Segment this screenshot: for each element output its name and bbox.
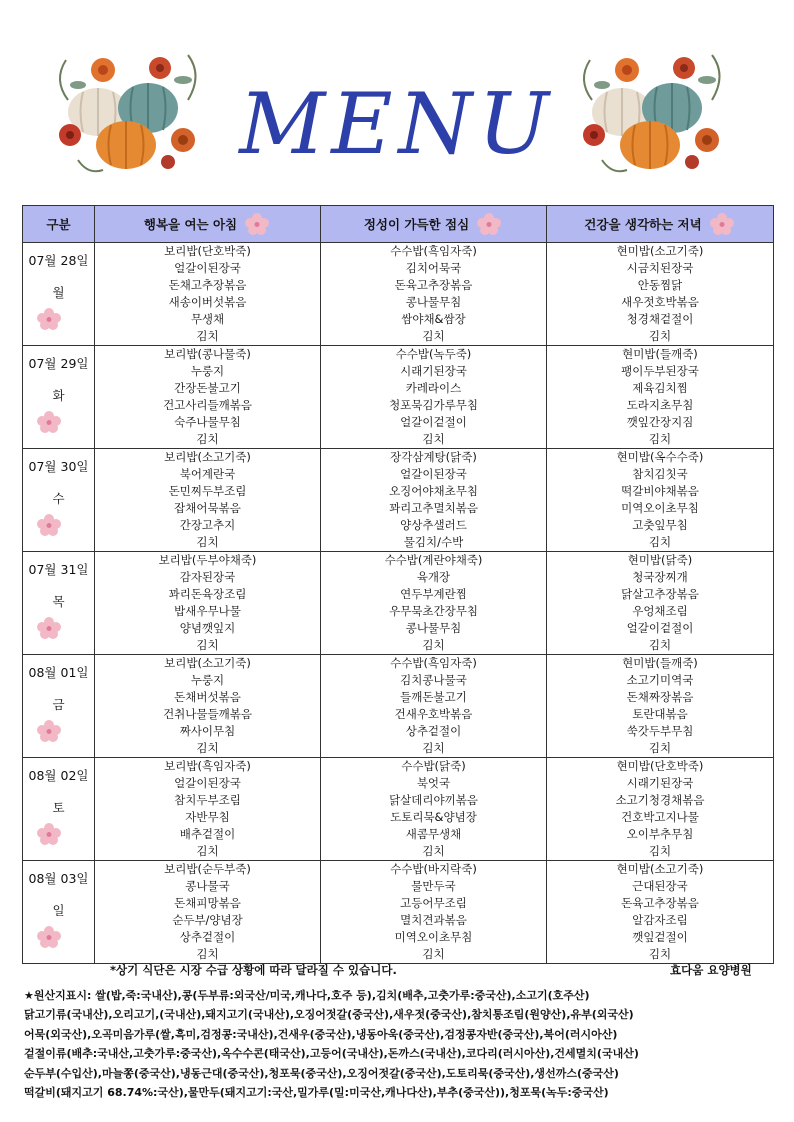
lunch-cell xyxy=(321,552,547,655)
day-cell xyxy=(23,449,95,552)
menu-item: 북어계란국 xyxy=(179,467,236,481)
day-date: 07월 31일 xyxy=(28,562,89,577)
menu-item: 현미밥(닭죽) xyxy=(627,553,693,567)
table-header-row xyxy=(23,206,774,243)
menu-item: 김치 xyxy=(648,947,672,961)
page-header xyxy=(0,0,794,200)
origin-info xyxy=(24,986,774,1102)
menu-item: 보리밥(콩나물죽) xyxy=(164,347,251,361)
menu-item: 제육김치찜 xyxy=(632,381,688,395)
menu-body xyxy=(23,243,774,964)
day-date: 08월 01일 xyxy=(28,665,89,680)
menu-item: 밥새우무나물 xyxy=(174,604,241,618)
header-dinner-label: 건강을 생각하는 저녁 xyxy=(584,217,702,232)
table-row xyxy=(23,243,774,346)
menu-item: 돈채피망볶음 xyxy=(174,896,241,910)
menu-item: 고등어무조림 xyxy=(400,896,467,910)
menu-item: 꽈리돈육장조림 xyxy=(168,587,247,601)
menu-item: 시금치된장국 xyxy=(626,261,694,275)
menu-item: 김치 xyxy=(196,741,219,755)
menu-item: 무생채 xyxy=(190,312,225,326)
dinner-cell xyxy=(547,861,774,964)
menu-item: 김치 xyxy=(196,638,219,652)
dinner-cell xyxy=(547,243,774,346)
page-title: MENU xyxy=(239,75,555,173)
menu-item: 김치 xyxy=(648,741,672,755)
menu-item: 김치 xyxy=(196,535,219,549)
menu-item: 김치어묵국 xyxy=(405,261,462,275)
cherry-blossom-icon xyxy=(243,212,271,236)
menu-item: 현미밥(들깨죽) xyxy=(622,656,698,670)
menu-item: 양념깻잎지 xyxy=(179,621,236,635)
origin-line: 어묵(외국산),오곡미음가루(쌀,흑미,검정콩:국내산),건새우(중국산),냉동아욱(중국산),검정콩자반(중국산),북어(러시아산) xyxy=(24,1027,618,1041)
day-of-week: 월 xyxy=(52,285,65,300)
menu-item: 보리밥(두부야채죽) xyxy=(158,553,257,567)
breakfast-cell xyxy=(95,861,321,964)
breakfast-cell xyxy=(95,758,321,861)
lunch-cell xyxy=(321,243,547,346)
menu-table xyxy=(22,205,774,964)
menu-item: 물만두국 xyxy=(411,879,456,893)
menu-item: 현미밥(단호박죽) xyxy=(616,759,704,773)
menu-item: 누룽지 xyxy=(190,364,225,378)
menu-item: 안동찜닭 xyxy=(637,278,683,292)
day-cell xyxy=(23,655,95,758)
menu-item: 건새우호박볶음 xyxy=(394,707,473,721)
menu-item: 간장돈불고기 xyxy=(174,381,241,395)
table-row xyxy=(23,346,774,449)
menu-item: 숙주나물무침 xyxy=(174,415,241,429)
menu-item: 김치 xyxy=(648,329,672,343)
day-cell xyxy=(23,861,95,964)
menu-item: 얼갈이겉절이 xyxy=(626,621,694,635)
menu-item: 오이부추무침 xyxy=(626,827,694,841)
menu-item: 현미밥(옥수수죽) xyxy=(616,450,704,464)
dinner-cell xyxy=(547,655,774,758)
menu-item: 새우젓호박볶음 xyxy=(621,295,699,309)
menu-item: 건호박고지나물 xyxy=(621,810,699,824)
dinner-cell xyxy=(547,449,774,552)
lunch-cell xyxy=(321,758,547,861)
blossom-decoration xyxy=(36,925,62,952)
pumpkin-bouquet-icon xyxy=(572,40,732,180)
breakfast-cell xyxy=(95,243,321,346)
day-cell xyxy=(23,346,95,449)
header-breakfast-label: 행복을 여는 아침 xyxy=(143,217,238,232)
menu-item: 쌈야채&쌈장 xyxy=(401,312,466,326)
menu-item: 김치 xyxy=(422,432,445,446)
menu-item: 돈채짜장볶음 xyxy=(626,690,694,704)
menu-item: 김치 xyxy=(196,432,219,446)
menu-item: 떡갈비야채볶음 xyxy=(621,484,699,498)
pumpkin-bouquet-icon xyxy=(48,40,208,180)
menu-item: 우무묵초간장무침 xyxy=(389,604,478,618)
menu-item: 김치 xyxy=(196,947,219,961)
header-breakfast xyxy=(95,206,321,243)
day-of-week: 금 xyxy=(52,697,65,712)
menu-item: 보리밥(순두부죽) xyxy=(164,862,251,876)
menu-item: 깻잎간장지짐 xyxy=(626,415,694,429)
table-row xyxy=(23,552,774,655)
origin-line: 겉절이류(배추:국내산,고춧가루:중국산),옥수수콘(태국산),고등어(국내산),돈까스(국내산),코다리(러시아산),건세멸치(국내산) xyxy=(24,1047,639,1061)
cherry-blossom-icon xyxy=(708,212,736,236)
menu-item: 육개장 xyxy=(416,570,451,584)
lunch-cell xyxy=(321,655,547,758)
menu-item: 돈민찌두부조림 xyxy=(168,484,247,498)
dinner-cell xyxy=(547,346,774,449)
menu-item: 양상추샐러드 xyxy=(400,518,467,532)
menu-item: 알감자조림 xyxy=(632,913,688,927)
menu-item: 보리밥(소고기죽) xyxy=(164,656,251,670)
menu-item: 소고기미역국 xyxy=(626,673,694,687)
lunch-cell xyxy=(321,861,547,964)
menu-item: 상추겉절이 xyxy=(405,724,462,738)
table-row xyxy=(23,655,774,758)
menu-item: 청경채겉절이 xyxy=(626,312,694,326)
market-note: *상기 식단은 시장 수급 상황에 따라 달라질 수 있습니다. xyxy=(110,963,397,977)
day-date: 08월 03일 xyxy=(28,871,89,886)
menu-item: 배추겉절이 xyxy=(179,827,236,841)
dinner-cell xyxy=(547,758,774,861)
cherry-blossom-icon xyxy=(36,822,62,846)
menu-item: 수수밥(계란야채죽) xyxy=(384,553,483,567)
menu-item: 얼갈이된장국 xyxy=(174,776,241,790)
menu-item: 콩나물국 xyxy=(185,879,230,893)
menu-item: 돈채고추장볶음 xyxy=(168,278,247,292)
day-of-week: 목 xyxy=(52,594,65,609)
hospital-name: 효다움 요양병원 xyxy=(670,963,752,977)
menu-item: 도라지초무침 xyxy=(626,398,694,412)
menu-item: 새송이버섯볶음 xyxy=(168,295,247,309)
origin-line: 떡갈비(돼지고기 68.74%:국산),물만두(돼지고기:국산,밀가루(밀:미국산,캐나다산),부추(중국산)),청포묵(녹두:중국산) xyxy=(24,1086,609,1100)
header-dinner xyxy=(547,206,774,243)
menu-item: 근대된장국 xyxy=(632,879,688,893)
menu-item: 꽈리고추멸치볶음 xyxy=(389,501,478,515)
blossom-decoration xyxy=(36,822,62,849)
menu-item: 닭살데리야끼볶음 xyxy=(389,793,478,807)
menu-item: 깻잎겉절이 xyxy=(632,930,688,944)
cherry-blossom-icon xyxy=(36,925,62,949)
day-date: 07월 28일 xyxy=(28,253,89,268)
menu-item: 김치 xyxy=(422,844,445,858)
menu-item: 순두부/양념장 xyxy=(172,913,243,927)
day-date: 08월 02일 xyxy=(28,768,89,783)
menu-item: 김치콩나물국 xyxy=(400,673,467,687)
day-of-week: 화 xyxy=(52,388,65,403)
menu-item: 얼갈이된장국 xyxy=(174,261,241,275)
menu-item: 돈채버섯볶음 xyxy=(174,690,241,704)
menu-item: 김치 xyxy=(648,535,672,549)
menu-item: 현미밥(들깨죽) xyxy=(622,347,698,361)
menu-item: 누룽지 xyxy=(190,673,225,687)
blossom-decoration xyxy=(36,307,62,334)
menu-item: 시래기된장국 xyxy=(400,364,467,378)
menu-item: 건고사리들깨볶음 xyxy=(163,398,252,412)
menu-item: 감자된장국 xyxy=(179,570,236,584)
menu-item: 돈육고추장볶음 xyxy=(394,278,473,292)
day-cell xyxy=(23,758,95,861)
menu-item: 닭살고추장볶음 xyxy=(621,587,699,601)
menu-item: 수수밥(녹두죽) xyxy=(395,347,472,361)
menu-item: 보리밥(소고기죽) xyxy=(164,450,251,464)
menu-item: 김치 xyxy=(196,844,219,858)
breakfast-cell xyxy=(95,552,321,655)
cherry-blossom-icon xyxy=(36,513,62,537)
day-of-week: 토 xyxy=(52,800,65,815)
menu-item: 상추겉절이 xyxy=(179,930,236,944)
menu-item: 콩나물무침 xyxy=(405,621,462,635)
menu-item: 우엉채조림 xyxy=(632,604,688,618)
origin-line: 닭고기류(국내산),오리고기,(국내산),돼지고기(국내산),오징어젓갈(중국산),새우젓(중국산),참치통조림(원양산),유부(외국산) xyxy=(24,1008,634,1022)
menu-item: 김치 xyxy=(422,329,445,343)
menu-item: 얼갈이겉절이 xyxy=(400,415,467,429)
menu-item: 장각삼계탕(닭죽) xyxy=(390,450,477,464)
menu-item: 쑥갓두부무침 xyxy=(626,724,694,738)
menu-item: 들깨돈불고기 xyxy=(400,690,467,704)
menu-item: 짜사이무침 xyxy=(179,724,236,738)
menu-item: 팽이두부된장국 xyxy=(621,364,699,378)
blossom-decoration xyxy=(36,719,62,746)
table-row xyxy=(23,861,774,964)
menu-item: 자반무침 xyxy=(185,810,230,824)
origin-line: 순두부(수입산),마늘쫑(중국산),냉동근대(중국산),청포묵(중국산),오징어젓갈(중국산),도토리묵(중국산),생선까스(중국산) xyxy=(24,1066,619,1080)
day-cell xyxy=(23,243,95,346)
lunch-cell xyxy=(321,346,547,449)
menu-item: 현미밥(소고기죽) xyxy=(616,244,704,258)
cherry-blossom-icon xyxy=(36,307,62,331)
day-of-week: 일 xyxy=(52,903,65,918)
menu-item: 콩나물무침 xyxy=(405,295,462,309)
menu-item: 소고기청경채볶음 xyxy=(615,793,705,807)
menu-item: 김치 xyxy=(196,329,219,343)
menu-item: 카레라이스 xyxy=(405,381,462,395)
menu-item: 고춧잎무침 xyxy=(632,518,688,532)
blossom-decoration xyxy=(36,410,62,437)
header-lunch-label: 정성이 가득한 점심 xyxy=(363,217,470,232)
menu-item: 시래기된장국 xyxy=(626,776,694,790)
origin-line: ★원산지표시: 쌀(밥,죽:국내산),콩(두부류:외국산/미국,캐나다,호주 등),김치(배추,고춧가루:중국산),소고기(호주산) xyxy=(24,989,590,1002)
menu-item: 김치 xyxy=(648,432,672,446)
menu-item: 김치 xyxy=(422,947,445,961)
menu-item: 미역오이초무침 xyxy=(394,930,473,944)
menu-item: 청포묵김가루무침 xyxy=(389,398,478,412)
menu-item: 김치 xyxy=(422,638,445,652)
dinner-cell xyxy=(547,552,774,655)
breakfast-cell xyxy=(95,655,321,758)
menu-item: 보리밥(흑임자죽) xyxy=(164,759,251,773)
menu-item: 수수밥(흑임자죽) xyxy=(390,656,477,670)
menu-item: 참치김칫국 xyxy=(632,467,688,481)
header-category: 구분 xyxy=(23,206,95,243)
day-date: 07월 29일 xyxy=(28,356,89,371)
day-date: 07월 30일 xyxy=(28,459,89,474)
menu-item: 멸치견과볶음 xyxy=(400,913,467,927)
breakfast-cell xyxy=(95,346,321,449)
menu-item: 보리밥(단호박죽) xyxy=(164,244,251,258)
menu-item: 김치 xyxy=(648,638,672,652)
table-row xyxy=(23,449,774,552)
menu-item: 수수밥(바지락죽) xyxy=(390,862,477,876)
menu-item: 북엇국 xyxy=(416,776,451,790)
day-of-week: 수 xyxy=(52,491,65,506)
menu-item: 김치 xyxy=(422,741,445,755)
lunch-cell xyxy=(321,449,547,552)
menu-item: 물김치/수박 xyxy=(403,535,464,549)
menu-item: 참치두부조림 xyxy=(174,793,241,807)
breakfast-cell xyxy=(95,449,321,552)
cherry-blossom-icon xyxy=(475,212,503,236)
menu-item: 수수밥(흑임자죽) xyxy=(390,244,477,258)
menu-item: 도토리묵&양념장 xyxy=(390,810,477,824)
menu-item: 새콤무생채 xyxy=(405,827,462,841)
header-lunch xyxy=(321,206,547,243)
menu-item: 건취나물들깨볶음 xyxy=(163,707,252,721)
cherry-blossom-icon xyxy=(36,719,62,743)
blossom-decoration xyxy=(36,513,62,540)
menu-item: 간장고추지 xyxy=(179,518,236,532)
blossom-decoration xyxy=(36,616,62,643)
day-cell xyxy=(23,552,95,655)
menu-item: 연두부계란찜 xyxy=(400,587,467,601)
cherry-blossom-icon xyxy=(36,616,62,640)
menu-item: 얼갈이된장국 xyxy=(400,467,467,481)
menu-item: 돈육고추장볶음 xyxy=(621,896,699,910)
menu-item: 현미밥(소고기죽) xyxy=(616,862,704,876)
menu-item: 미역오이초무침 xyxy=(621,501,699,515)
menu-item: 청국장찌개 xyxy=(632,570,688,584)
table-row xyxy=(23,758,774,861)
menu-item: 김치 xyxy=(648,844,672,858)
menu-item: 오징어야채초무침 xyxy=(389,484,478,498)
menu-item: 수수밥(닭죽) xyxy=(401,759,466,773)
cherry-blossom-icon xyxy=(36,410,62,434)
menu-item: 토란대볶음 xyxy=(632,707,688,721)
menu-item: 잡채어묵볶음 xyxy=(174,501,241,515)
